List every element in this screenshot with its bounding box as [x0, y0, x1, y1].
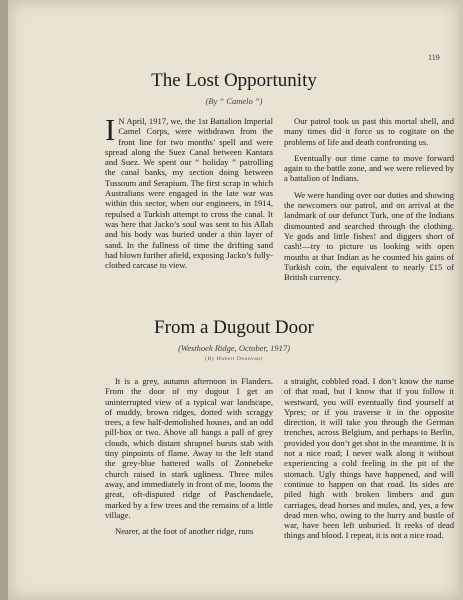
article1-left-column [105, 112, 273, 276]
article1-paragraph: We were handing over our duties and showing the newcomers our patrol, and on arrival at the landmark of our defunct Turk, one of the Indians dismounted and searched through the clothing. Ye gods and little fishes! and diggers short of cash!—try to picture us looking with open mouths at that Indian as he counted his gains of Turkish coin, the equivalent to nearly £15 of British currency. [284, 189, 454, 283]
article2-paragraph: It is a grey, autumn afternoon in Flanders. From the door of my dugout I get an uninterrupted view of a typical war landscape, of muddy, brown ridges, dotted with scraggy trees, a few half-demolished houses, and an odd pill-box or two. Above all hangs a pall of grey clouds, which distant shrapnel bursts stab with tiny pinpoints of flame. Away to the left stand the grey-blue battered walls of Zonnebeke church raised in stark ugliness. Three miles away, and immediately in front of me, looms the great, oft-disputed ridge of Paschendaele, marked by a few trees and the remains of a little village. [105, 376, 273, 520]
article2-paragraph: Nearer, at the foot of another ridge, runs [115, 526, 254, 537]
article1-paragraph [105, 112, 273, 271]
article1-right-column [284, 116, 454, 288]
article1-paragraph: Our patrol took us past this mortal shell, and many times did it force us to cogitate on the problems of life and death confronting us. [284, 116, 454, 147]
book-spine-shadow [0, 0, 8, 600]
article-title-dugout-door: From a Dugout Door [154, 317, 314, 338]
article-credit-hubert-donovan: (By Hubert Donovan) [205, 356, 263, 362]
article-title-lost-opportunity: The Lost Opportunity [151, 70, 317, 91]
article-byline-camelo: (By “ Camelo ”) [205, 96, 263, 106]
article2-paragraph: a straight, cobbled road. I don’t know the name of that road, but I know that if you follow it westward, you will eventually find yourself at Ypres; or if you traverse it in the opposite direction, it will take you through the German trenches, across Belgium, and perhaps to Berlin, provided you don’t get shot in the meantime. It is not a nice road; I never walk along it without experiencing a cold feeling in the pit of the stomach. Ugly things have happened, and will continue to happen on that road. Its sides are piled high with broken limbers and gun carriages, dead horses and mules, and, yes, a few dead men who, owing to the hurry and bustle of war, have been left unburied. It reeks of dead things and blood. I repeat, it is not a nice road. [284, 376, 454, 541]
book-page [8, 0, 460, 600]
article2-right-column [284, 376, 454, 547]
article1-paragraph-text: N April, 1917, we, the 1st Battalion Imperial Camel Corps, were withdrawn from the front line for two months’ spell and were spread along the Suez Canal between Kantara and Suez. We spent our “ holiday ” patrolling the canal banks, my section doing between Tussoum and Serapium. The first scrap in which Australians were engaged in the late war was within this sector, when our engineers, in 1914, repulsed a Turkish attempt to cross the canal. It was here that Jacko’s soul was sent to his Allah and his body was buried under a thin layer of sand. In the fullness of time the drifting sand had blown further afield, exposing Jacko’s fully-clothed carcase to view. [105, 116, 273, 271]
article2-left-column [105, 376, 273, 542]
article1-paragraph: Eventually our time came to move forward again to the battle zone, and we were relieved by a battalion of Indians. [284, 152, 454, 184]
drop-cap: I [105, 112, 116, 147]
page-number: 119 [428, 53, 440, 62]
article-byline-westhoek: (Westhoek Ridge, October, 1917) [178, 343, 290, 353]
